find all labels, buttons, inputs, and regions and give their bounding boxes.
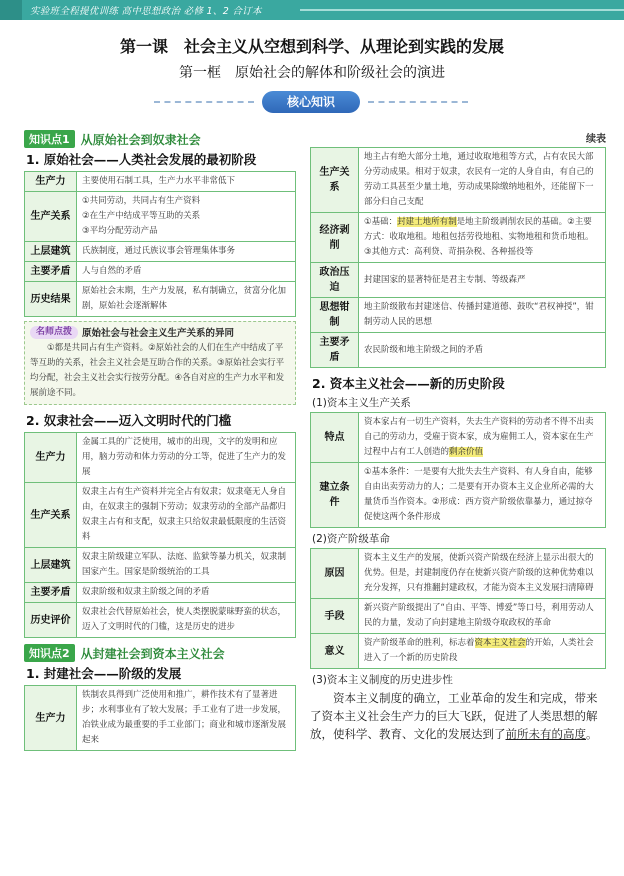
row-content [359,634,606,669]
table-row [25,242,296,262]
table-row [25,172,296,192]
section-heading: 2. 奴隶社会——迈入文明时代的门槛 [26,413,232,428]
table-row [311,148,606,213]
row-content [359,413,606,463]
table-row [311,463,606,528]
row-label: 上层建筑 [25,242,77,262]
tip-badge: 名师点拨 [30,326,78,339]
row-label: 思想钳制 [311,298,359,333]
row-label: 生产力 [25,686,77,751]
cell-text: ①基础： [364,217,398,227]
row-content [359,549,606,599]
capitalist-relations-table [310,412,606,528]
cell-text: 农民阶级和地主阶级之间的矛盾 [364,344,484,355]
cell-text: 的开始，人类社会进入了一个新的历史阶段 [364,638,594,663]
cell-text: 资产阶级革命的胜利，标志着 [364,638,475,648]
tip-box [24,321,296,405]
row-label: 生产关系 [311,148,359,213]
row-content: ①共同劳动，共同占有生产资料 ②在生产中结成平等互助的关系 ③平均分配劳动产品 [77,192,296,242]
row-content: 铁制农具得到广泛使用和推广，耕作技术有了显著进步；水利事业有了较大发展；手工业有了进一步发展，冶铁业成为最重要的手工业部门；商业和城市逐渐发展起来 [77,686,296,751]
core-dash-right [368,101,468,103]
row-content: 氏族制度，通过氏族议事会管理集体事务 [77,242,296,262]
table-row [311,634,606,669]
row-label: 主要矛盾 [311,333,359,368]
row-label: 特点 [311,413,359,463]
table-row [25,192,296,242]
cell-text: 资本家占有一切生产资料，失去生产资料的劳动者不得不出卖自己的劳动力，受雇于资本家，成为雇佣工人，资本家在生产过程中占有工人创造的 [364,417,594,457]
feudal-continued-table [310,147,606,368]
header-band [0,0,624,20]
knowledge-point-2 [24,644,296,662]
cell-text: 封建国家的显著特征是君主专制、等级森严 [364,274,526,285]
table-row [25,483,296,548]
row-content [359,148,606,213]
slave-table [24,432,296,638]
row-label: 历史结果 [25,282,77,317]
cell-text: 是地主阶级剥削农民的基础。②主要方式：收取地租。地租包括劳役地租、实物地租和货币地租。③其他方式：高利贷、苛捐杂税、各种摇役等 [364,217,594,257]
core-dash-left [154,101,254,103]
knowledge-point-1 [24,130,296,148]
core-banner-label: 核心知识 [262,91,360,113]
kp-tag: 知识点2 [24,644,75,662]
row-label: 建立条件 [311,463,359,528]
primitive-table [24,171,296,317]
highlight-text: 封建土地所有制 [397,217,457,227]
table-row [311,549,606,599]
row-label: 历史评价 [25,603,77,638]
cell-text: 地主阶级散布封建迷信、传播封建道德、鼓吹“君权神授”，钳制劳动人民的思想 [364,302,594,327]
bourgeois-revolution-table [310,548,606,669]
row-content: 人与自然的矛盾 [77,262,296,282]
subheading: (3)资本主义制度的历史进步性 [312,674,453,686]
table-row [311,413,606,463]
kp-title: 从原始社会到奴隶社会 [80,132,201,147]
row-content: 奴隶主阶级建立军队、法庭、监狱等暴力机关，奴隶制国家产生。国家是阶级统治的工具 [77,548,296,583]
row-label: 生产关系 [25,483,77,548]
progress-paragraph [310,689,606,743]
row-content: 原始社会末期，生产力发展，私有制确立，贫富分化加剧，原始社会逐渐解体 [77,282,296,317]
core-banner [154,89,468,115]
section-heading: 1. 封建社会——阶级的发展 [26,666,182,681]
para-text: 。 [586,727,598,741]
row-label: 生产力 [25,433,77,483]
row-content [359,599,606,634]
row-label: 生产力 [25,172,77,192]
table-row [25,686,296,751]
cell-text: ①基本条件：一是要有大批失去生产资料、有人身自由，能够自由出卖劳动力的人；二是要有开办资本主义企业所必需的大量货币当作资本。②形成：西方资产阶级依靠暴力，通过掠夺促使这两个条件形成 [364,467,594,522]
row-content [359,263,606,298]
table-row [25,548,296,583]
highlight-text: 资本主义社会 [474,638,526,648]
subheading: (1)资本主义生产关系 [312,397,411,409]
kp-title: 从封建社会到资本主义社会 [80,646,225,661]
para-underlined: 前所未有的高度 [505,727,586,741]
header-line [300,9,624,11]
row-content: 金属工具的广泛使用，城市的出现，文字的发明和应用，脑力劳动和体力劳动的分工等，促进了生产力的发展 [77,433,296,483]
row-label: 经济剥削 [311,213,359,263]
table-row [25,262,296,282]
header-band-text: 实验班全程提优训练 高中思想政治 必修 1、2 合订本 [30,6,262,17]
row-label: 主要矛盾 [25,583,77,603]
row-label: 意义 [311,634,359,669]
cell-text: 资本主义生产的发展，使新兴资产阶级在经济上显示出很大的优势。但是，封建制度仍存在使新兴资产阶级的这种优势难以充分发挥，只有推翻封建政权，才能为资本主义发展扫清障碍 [364,553,594,593]
table-row [25,583,296,603]
header-tab [0,0,22,20]
table-row [311,333,606,368]
para-text: 资本主义制度的确立，工业革命的发生和完成，带来了资本主义社会生产力的巨大飞跃，促进了人类思想的解放，使科学、教育、文化的发展达到了 [310,691,598,741]
row-label: 手段 [311,599,359,634]
lesson-subtitle: 第一框 原始社会的解体和阶级社会的演进 [179,65,445,81]
cell-text: 地主占有绝大部分土地，通过收取地租等方式，占有农民大部分劳动成果。相对于奴隶，农民有一定的人身自由，有自己的劳动工具甚至少量土地，劳动成果除缴纳地租外，还能留下一部分归自己支配 [364,152,594,207]
kp-tag: 知识点1 [24,130,75,148]
section-heading: 2. 资本主义社会——新的历史阶段 [312,376,505,391]
continued-label: 续表 [586,134,606,145]
row-content [359,213,606,263]
row-label: 原因 [311,549,359,599]
table-row [311,298,606,333]
feudal-table [24,685,296,751]
tip-title: 原始社会与社会主义生产关系的异同 [82,328,235,339]
subheading: (2)资产阶级革命 [312,533,390,545]
row-label: 主要矛盾 [25,262,77,282]
row-content: 主要使用石制工具，生产力水平非常低下 [77,172,296,192]
table-row [25,603,296,638]
cell-text: 新兴资产阶级提出了“自由、平等、博爱”等口号，利用劳动人民的力量，发动了向封建地主阶级夺取政权的革命 [364,603,594,628]
table-row [25,433,296,483]
row-content: 奴隶社会代替原始社会，使人类摆脱蒙昧野蛮的状态，迈入了文明时代的门槛，这是历史的进步 [77,603,296,638]
row-content [359,298,606,333]
table-row [311,263,606,298]
row-content [359,463,606,528]
table-row [311,599,606,634]
row-label: 生产关系 [25,192,77,242]
tip-body: ①都是共同占有生产资料。②原始社会的人们在生产中结成了平等互助的关系，社会主义社会是互助合作的关系。③原始社会实行平均分配，社会主义社会实行按劳分配。④各自对应的生产力水平和发展前途不同。 [30,343,285,398]
lesson-title: 第一课 社会主义从空想到科学、从理论到实践的发展 [119,37,504,56]
left-column [24,130,296,751]
table-row [311,213,606,263]
right-column [310,130,606,743]
highlight-text: 剩余价值 [449,447,484,457]
row-content: 奴隶主占有生产资料并完全占有奴隶；奴隶毫无人身自由，在奴隶主的强制下劳动；奴隶劳动的全部产品都归奴隶主占有和支配，奴隶主只给奴隶最低限度的生活资料 [77,483,296,548]
section-heading: 1. 原始社会——人类社会发展的最初阶段 [26,152,257,167]
row-label: 上层建筑 [25,548,77,583]
row-content: 奴隶阶级和奴隶主阶级之间的矛盾 [77,583,296,603]
row-label: 政治压迫 [311,263,359,298]
row-content [359,333,606,368]
table-row [25,282,296,317]
